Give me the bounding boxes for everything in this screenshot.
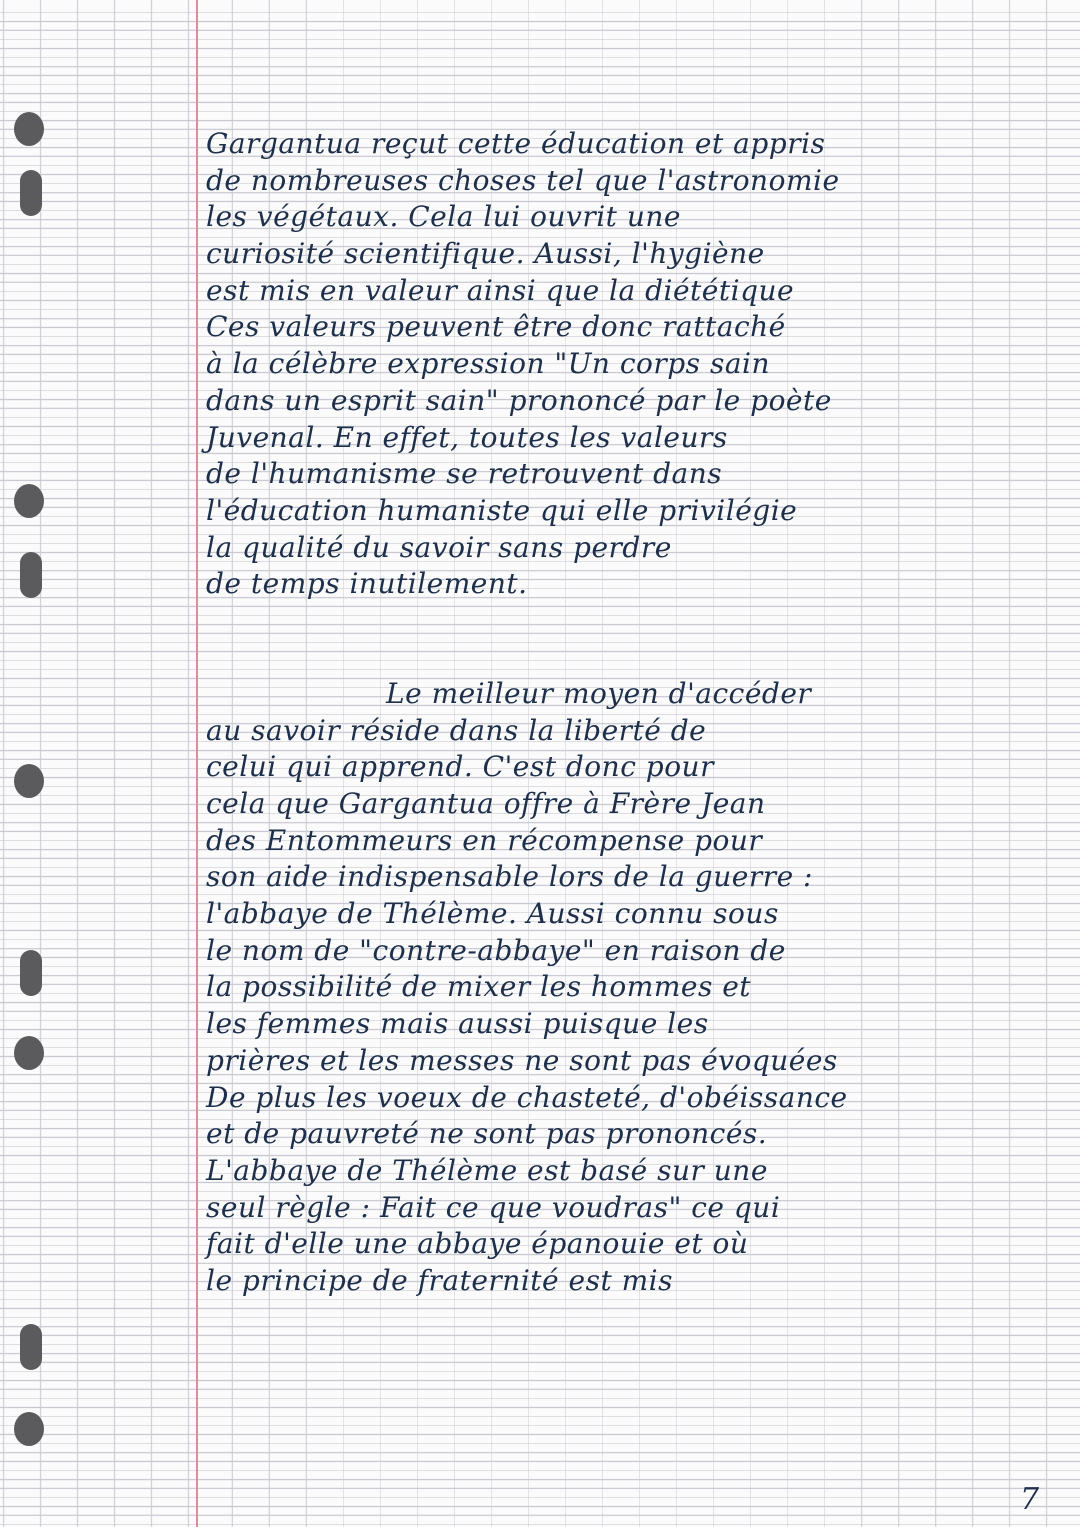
text-line: le principe de fraternité est mis bbox=[206, 1263, 673, 1297]
margin-line bbox=[196, 0, 198, 1527]
text-line: le nom de "contre-abbaye" en raison de bbox=[206, 933, 786, 967]
paragraph-gap bbox=[206, 603, 1066, 676]
text-line: son aide indispensable lors de la guerre : bbox=[206, 860, 813, 894]
text-line: et de pauvreté ne sont pas prononcés. bbox=[206, 1117, 768, 1151]
binder-hole bbox=[20, 552, 42, 598]
text-line: de nombreuses choses tel que l'astronomie bbox=[206, 163, 840, 197]
text-line: au savoir réside dans la liberté de bbox=[206, 713, 707, 747]
text-line: fait d'elle une abbaye épanouie et où bbox=[206, 1227, 749, 1261]
text-line: De plus les voeux de chasteté, d'obéissance bbox=[206, 1080, 848, 1114]
binder-hole bbox=[20, 170, 42, 216]
text-line: de temps inutilement. bbox=[206, 567, 528, 601]
text-line: la possibilité de mixer les hommes et bbox=[206, 970, 752, 1004]
text-line: les végétaux. Cela lui ouvrit une bbox=[206, 200, 681, 234]
binder-hole bbox=[14, 1412, 44, 1446]
text-line: la qualité du savoir sans perdre bbox=[206, 530, 672, 564]
text-line: prières et les messes ne sont pas évoquées bbox=[206, 1043, 838, 1077]
text-line: des Entommeurs en récompense pour bbox=[206, 823, 763, 857]
text-line: est mis en valeur ainsi que la diététique bbox=[206, 273, 795, 307]
text-line: cela que Gargantua offre à Frère Jean bbox=[206, 787, 766, 820]
text-line: dans un esprit sain" prononcé par le poète bbox=[206, 383, 832, 417]
text-line: Le meilleur moyen d'accéder bbox=[386, 676, 812, 710]
text-line: les femmes mais aussi puisque les bbox=[206, 1007, 709, 1041]
binder-hole bbox=[14, 484, 44, 518]
text-line: Juvenal. En effet, toutes les valeurs bbox=[206, 420, 728, 454]
text-line: à la célèbre expression "Un corps sain bbox=[206, 347, 771, 381]
binder-hole bbox=[20, 1324, 42, 1370]
text-line: de l'humanisme se retrouvent dans bbox=[206, 457, 723, 491]
text-line: L'abbaye de Thélème est basé sur une bbox=[206, 1153, 768, 1187]
text-line: curiosité scientifique. Aussi, l'hygiène bbox=[206, 237, 765, 271]
page-number: 7 bbox=[1020, 1482, 1040, 1517]
binder-hole bbox=[20, 950, 42, 996]
text-line: celui qui apprend. C'est donc pour bbox=[206, 750, 714, 784]
binder-hole bbox=[14, 1036, 44, 1070]
text-line: Gargantua reçut cette éducation et appris bbox=[206, 127, 826, 160]
handwritten-text bbox=[206, 126, 1066, 1300]
text-line: seul règle : Fait ce que voudras" ce qui bbox=[206, 1190, 781, 1224]
paragraph-1 bbox=[206, 126, 1066, 603]
paragraph-2 bbox=[206, 676, 1066, 1300]
binder-hole bbox=[14, 112, 44, 146]
text-line: l'abbaye de Thélème. Aussi connu sous bbox=[206, 897, 779, 931]
text-line: Ces valeurs peuvent être donc rattaché bbox=[206, 310, 786, 344]
binder-hole bbox=[14, 764, 44, 798]
text-line: l'éducation humaniste qui elle privilégie bbox=[206, 493, 798, 527]
